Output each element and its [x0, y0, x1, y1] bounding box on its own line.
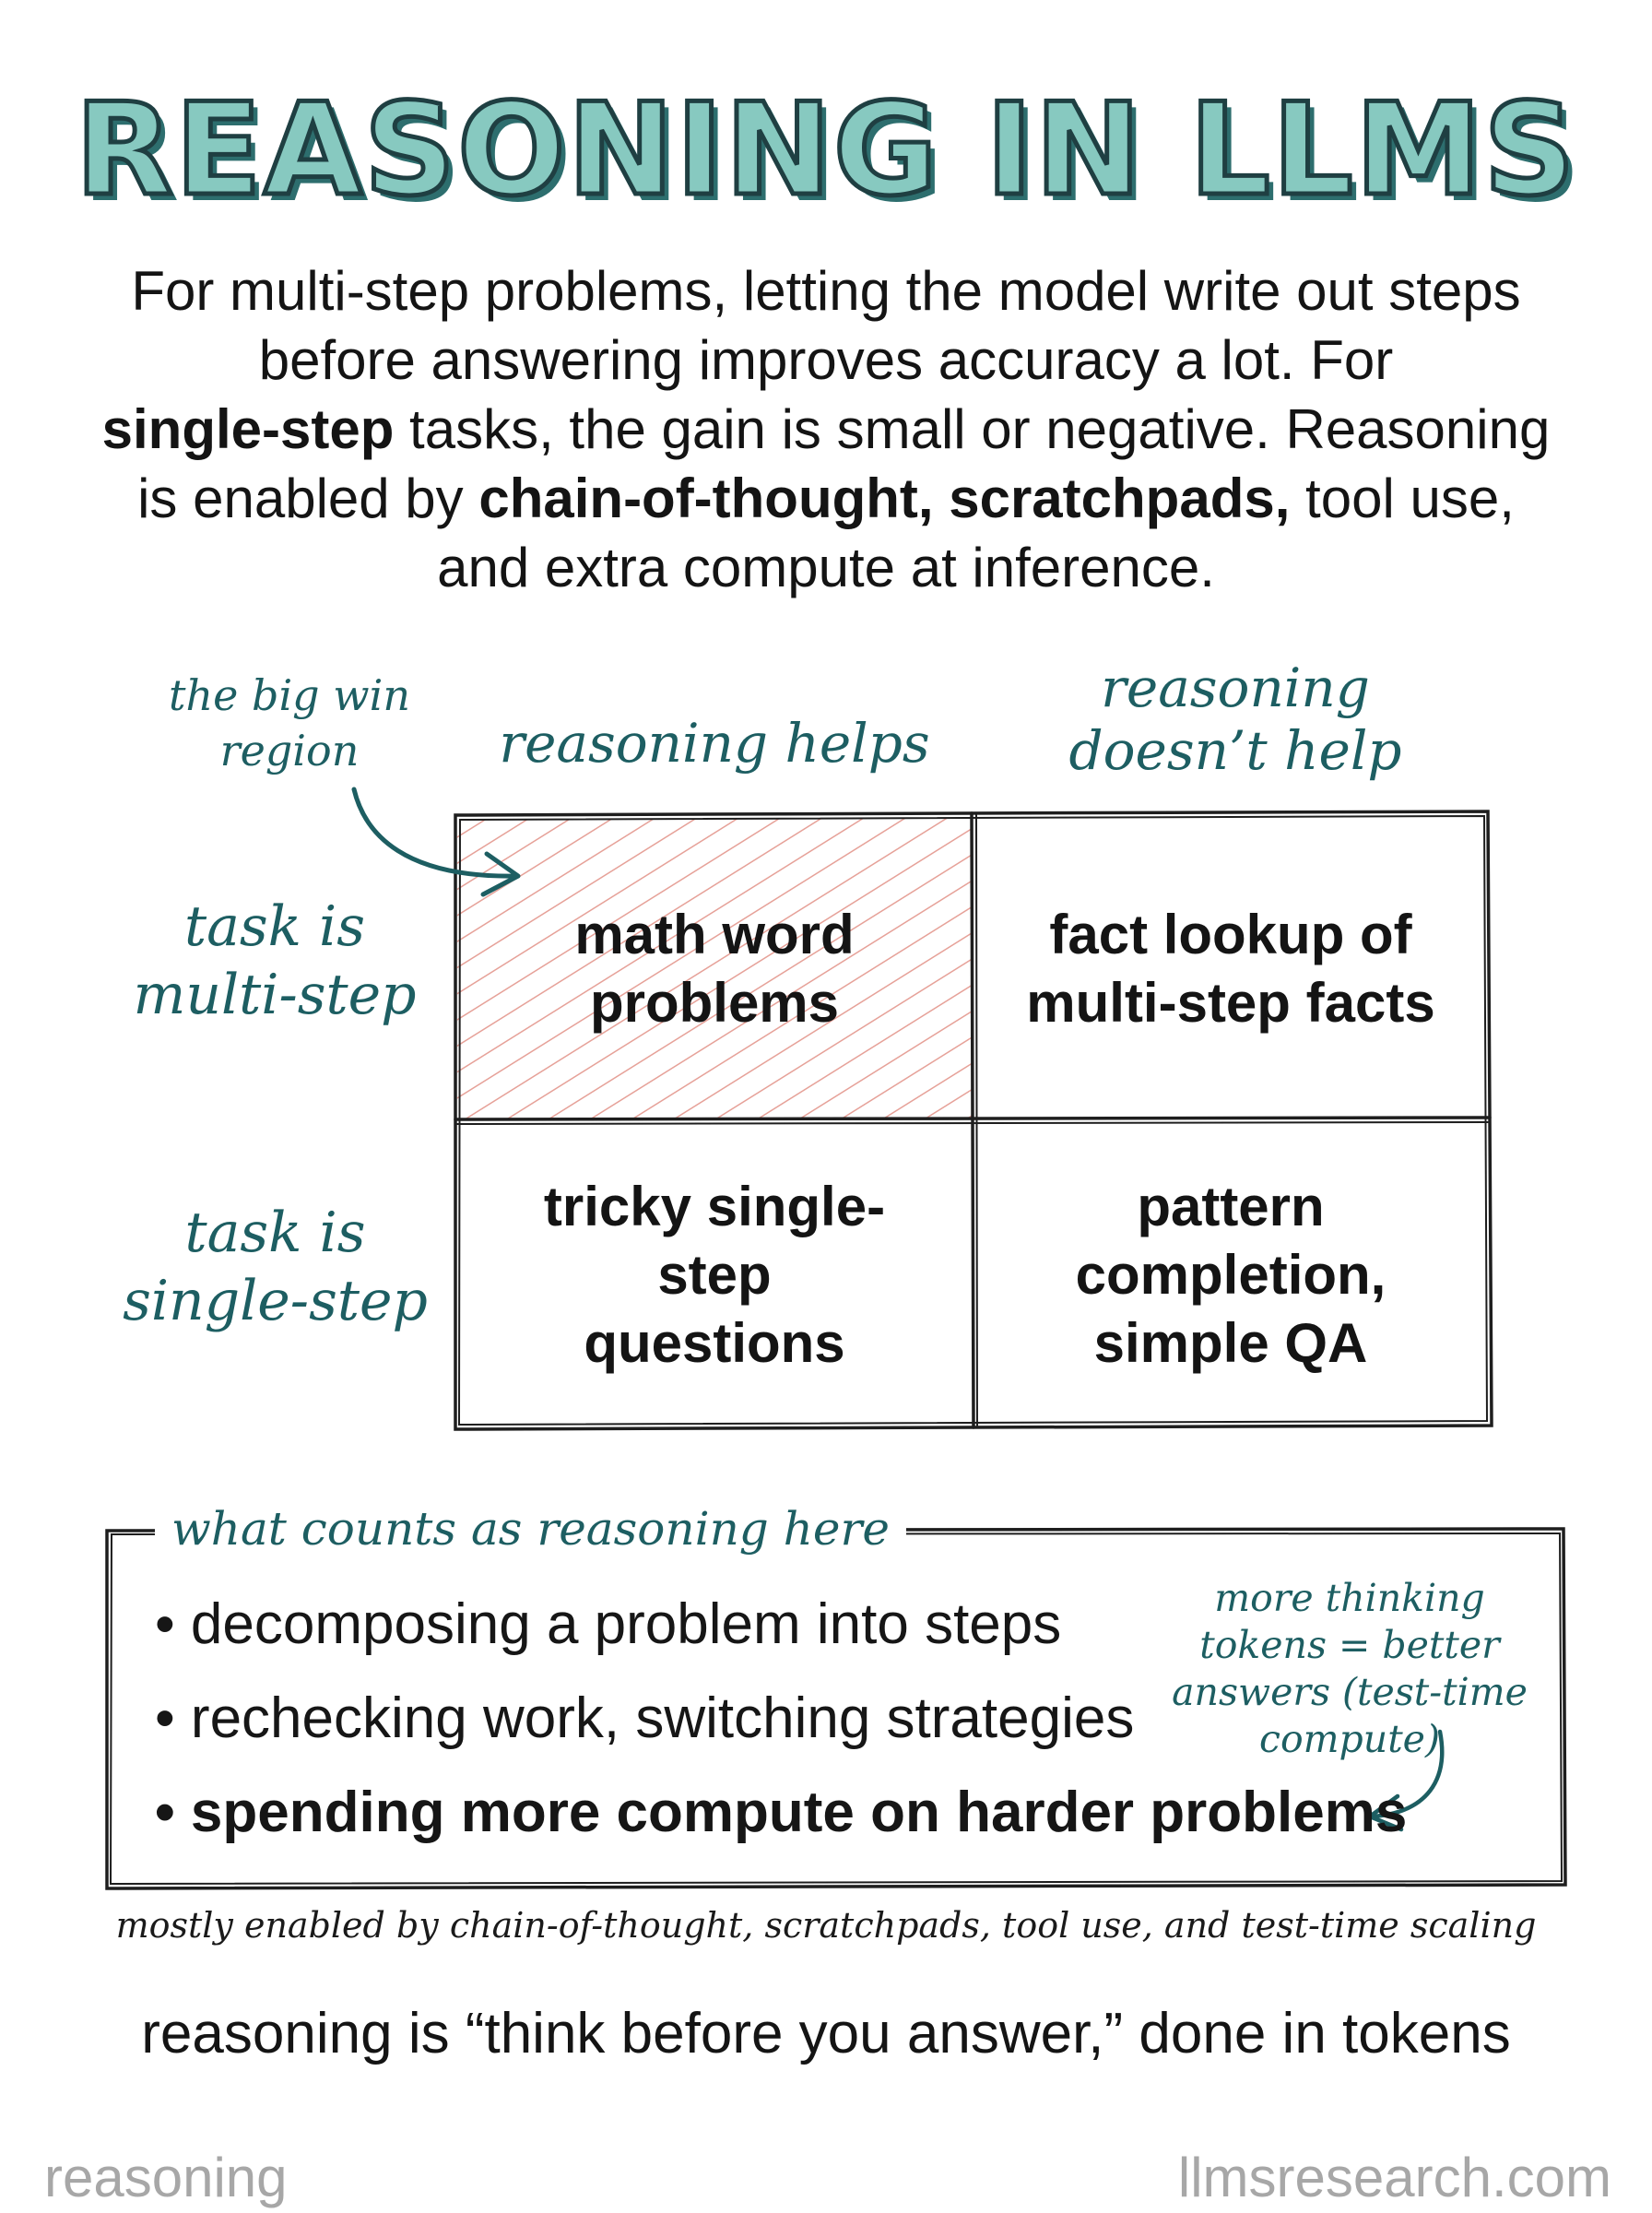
footer-site-link[interactable]: llmsresearch.com — [1177, 2147, 1611, 2208]
intro-bold-single-step: single-step — [101, 398, 395, 460]
col-header-doesnt-help: reasoning doesn’t help — [1068, 657, 1402, 782]
intro-bold-techniques: chain-of-thought, scratchpads, — [478, 467, 1291, 529]
intro-text-3: tool use, and extra compute at inference. — [437, 467, 1515, 598]
footer-topic: reasoning — [44, 2147, 288, 2208]
test-time-compute-note: more thinking tokens = better answers (test-time compute) — [1172, 1576, 1528, 1761]
cell-tricky-single-step: tricky single-step questions — [543, 1176, 886, 1374]
col-header-helps: reasoning helps — [499, 712, 930, 775]
row-header-multi-step: task is multi-step — [133, 894, 417, 1027]
bullet-rechecking: • rechecking work, switching strategies — [155, 1686, 1135, 1750]
reasoning-box-legend: what counts as reasoning here — [155, 1501, 906, 1556]
cell-pattern-completion: pattern completion, simple QA — [1075, 1176, 1386, 1374]
bullet-decomposing: • decomposing a problem into steps — [155, 1592, 1062, 1656]
cell-fact-lookup: fact lookup of multi-step facts — [1026, 904, 1435, 1034]
row-header-single-step: task is single-step — [123, 1201, 428, 1333]
page-title: REASONING IN LLMS — [75, 76, 1577, 224]
cell-math-word-problems: math word problems — [574, 904, 855, 1034]
bullet-more-compute: • spending more compute on harder problems — [155, 1781, 1408, 1844]
intro-text-1: For multi-step problems, letting the model write out steps before answering improves accuracy a lot. For — [131, 260, 1521, 391]
big-win-annotation: the big win region — [169, 670, 410, 775]
enabled-by-caption: mostly enabled by chain-of-thought, scratchpads, tool use, and test-time scaling — [115, 1905, 1537, 1946]
intro-text-2: tasks, the gain is small or negative. Reasoning is enabled by — [137, 398, 1551, 529]
tagline: reasoning is “think before you answer,” done in tokens — [141, 2002, 1511, 2065]
